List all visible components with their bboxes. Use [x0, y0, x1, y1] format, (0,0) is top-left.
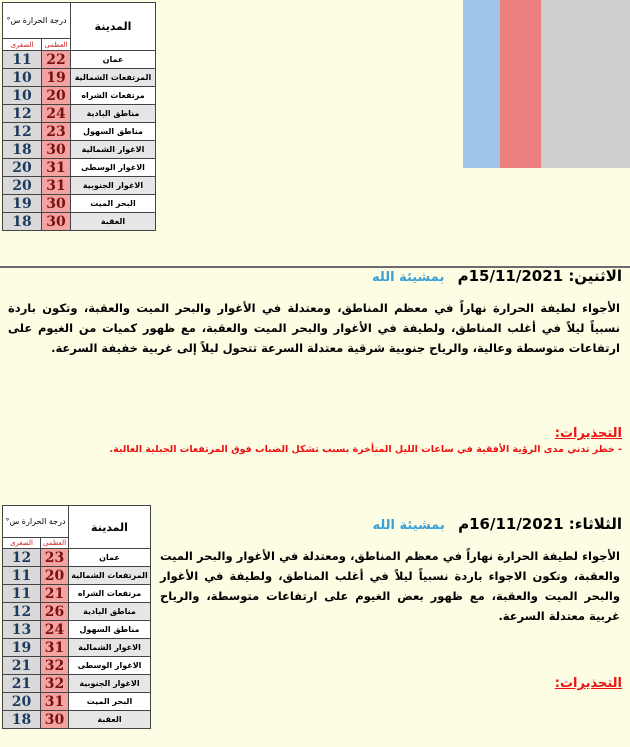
min-temp-cell: 12 [3, 105, 42, 123]
max-temp-cell: 30 [41, 711, 69, 729]
table-row [3, 567, 151, 585]
city-cell: مرتفعات الشراه [69, 585, 151, 603]
min-temp-cell: 19 [3, 639, 41, 657]
min-temp-cell: 18 [3, 141, 42, 159]
city-cell: الاغوار الوسطى [71, 159, 156, 177]
table-row [3, 585, 151, 603]
table-row [3, 639, 151, 657]
min-temp-cell: 12 [3, 549, 41, 567]
city-header: المدينة [69, 506, 151, 549]
city-cell: مناطق السهول [71, 123, 156, 141]
min-temp-cell: 20 [3, 693, 41, 711]
city-cell: مناطق البادية [71, 105, 156, 123]
blue-bar [463, 0, 500, 168]
max-temp-cell: 20 [41, 567, 69, 585]
temperature-table-monday [2, 2, 156, 231]
min-temp-cell: 11 [3, 51, 42, 69]
table-row [3, 87, 156, 105]
temperature-header: درجة الحرارة س° [3, 506, 69, 538]
table-row [3, 675, 151, 693]
min-temp-cell: 18 [3, 711, 41, 729]
city-cell: عمان [71, 51, 156, 69]
city-cell: الاغوار الشمالية [71, 141, 156, 159]
day1-warnings-title: التحذيرات: [554, 426, 622, 441]
max-temp-cell: 31 [41, 693, 69, 711]
max-temp-cell: 24 [42, 105, 71, 123]
city-cell: الاغوار الشمالية [69, 639, 151, 657]
max-temp-cell: 30 [42, 141, 71, 159]
day1-name: الاثنين: [568, 267, 622, 285]
table-row [3, 69, 156, 87]
temperature-table-tuesday [2, 505, 151, 729]
table-row [3, 195, 156, 213]
city-cell: مرتفعات الشراه [71, 87, 156, 105]
max-temp-cell: 32 [41, 657, 69, 675]
table-row [3, 141, 156, 159]
day2-date: 16/11/2021م [458, 515, 564, 533]
table-row [3, 549, 151, 567]
table-row [3, 693, 151, 711]
min-label: الصغرى [3, 538, 41, 549]
min-temp-cell: 12 [3, 123, 42, 141]
min-temp-cell: 19 [3, 195, 42, 213]
city-cell: الاغوار الوسطى [69, 657, 151, 675]
max-temp-cell: 24 [41, 621, 69, 639]
max-temp-cell: 26 [41, 603, 69, 621]
table-row [3, 123, 156, 141]
city-cell: عمان [69, 549, 151, 567]
table-row [3, 159, 156, 177]
min-temp-cell: 12 [3, 603, 41, 621]
min-temp-cell: 11 [3, 567, 41, 585]
max-temp-cell: 30 [42, 195, 71, 213]
max-temp-cell: 31 [41, 639, 69, 657]
table-row [3, 621, 151, 639]
day1-date: 15/11/2021م [457, 267, 564, 285]
city-cell: البحر الميت [71, 195, 156, 213]
day2-warnings-title: التحذيرات: [554, 676, 622, 691]
min-temp-cell: 13 [3, 621, 41, 639]
min-temp-cell: 21 [3, 675, 41, 693]
min-temp-cell: 10 [3, 87, 42, 105]
max-temp-cell: 20 [42, 87, 71, 105]
max-temp-cell: 19 [42, 69, 71, 87]
day2-heading [372, 515, 622, 533]
day2-name: الثلاثاء: [568, 515, 622, 533]
day1-god-phrase: بمشيئة الله [372, 270, 445, 285]
min-temp-cell: 18 [3, 213, 42, 231]
table-row [3, 177, 156, 195]
day1-heading [372, 267, 622, 285]
day2-forecast-paragraph: الأجواء لطيفة الحرارة نهاراً في معظم المناطق، ومعتدلة في الأغوار والبحر الميت والعقبة، وتكون الاجواء باردة نسبياً ليلاً في أغلب المناطق، ولطيفة في الأغوار والبحر الميت والعقبة، مع ظهور بعض الغيوم على ارتفاعات متوسطة، والرياح غربية معتدلة السرعة. [160, 549, 620, 623]
max-temp-cell: 22 [42, 51, 71, 69]
max-temp-cell: 21 [41, 585, 69, 603]
min-temp-cell: 20 [3, 177, 42, 195]
min-label: الصغرى [3, 39, 42, 51]
red-bar [500, 0, 541, 168]
table-row [3, 603, 151, 621]
city-cell: مناطق البادية [69, 603, 151, 621]
city-cell: البحر الميت [69, 693, 151, 711]
max-temp-cell: 31 [42, 159, 71, 177]
min-temp-cell: 21 [3, 657, 41, 675]
max-temp-cell: 32 [41, 675, 69, 693]
max-temp-cell: 23 [41, 549, 69, 567]
gray-bar [541, 0, 630, 168]
min-temp-cell: 20 [3, 159, 42, 177]
table-row [3, 711, 151, 729]
city-header: المدينة [71, 3, 156, 51]
min-temp-cell: 10 [3, 69, 42, 87]
day1-warning-text: - خطر تدني مدى الرؤية الأفقية في ساعات الليل المتأخرة بسبب تشكل الضباب فوق المرتفعات الجبلية العالية. [109, 444, 622, 455]
table-row [3, 213, 156, 231]
city-cell: المرتفعات الشمالية [69, 567, 151, 585]
day1-forecast-paragraph: الأجواء لطيفة الحرارة نهاراً في معظم المناطق، ومعتدلة في الأغوار والبحر الميت والعقبة، وتكون باردة نسبياً ليلاً في أغلب المناطق، ولطيفة في الأغوار والبحر الميت والعقبة، مع ظهور كميات من الغيوم على ارتفاعات متوسطة وعالية، والرياح جنوبية شرقية معتدلة السرعة تتحول ليلاً إلى غربية خفيفة السرعة. [8, 301, 620, 355]
min-temp-cell: 11 [3, 585, 41, 603]
max-temp-cell: 23 [42, 123, 71, 141]
city-cell: الاغوار الجنوبية [71, 177, 156, 195]
city-cell: العقبة [69, 711, 151, 729]
day2-god-phrase: بمشيئة الله [372, 518, 445, 533]
city-cell: المرتفعات الشمالية [71, 69, 156, 87]
max-label: العظمى [42, 39, 71, 51]
table-row [3, 51, 156, 69]
city-cell: العقبة [71, 213, 156, 231]
temperature-header: درجة الحرارة س° [3, 3, 71, 39]
city-cell: مناطق السهول [69, 621, 151, 639]
table-row [3, 105, 156, 123]
max-temp-cell: 30 [42, 213, 71, 231]
max-label: العظمى [41, 538, 69, 549]
max-temp-cell: 31 [42, 177, 71, 195]
table-row [3, 657, 151, 675]
city-cell: الاغوار الجنوبية [69, 675, 151, 693]
